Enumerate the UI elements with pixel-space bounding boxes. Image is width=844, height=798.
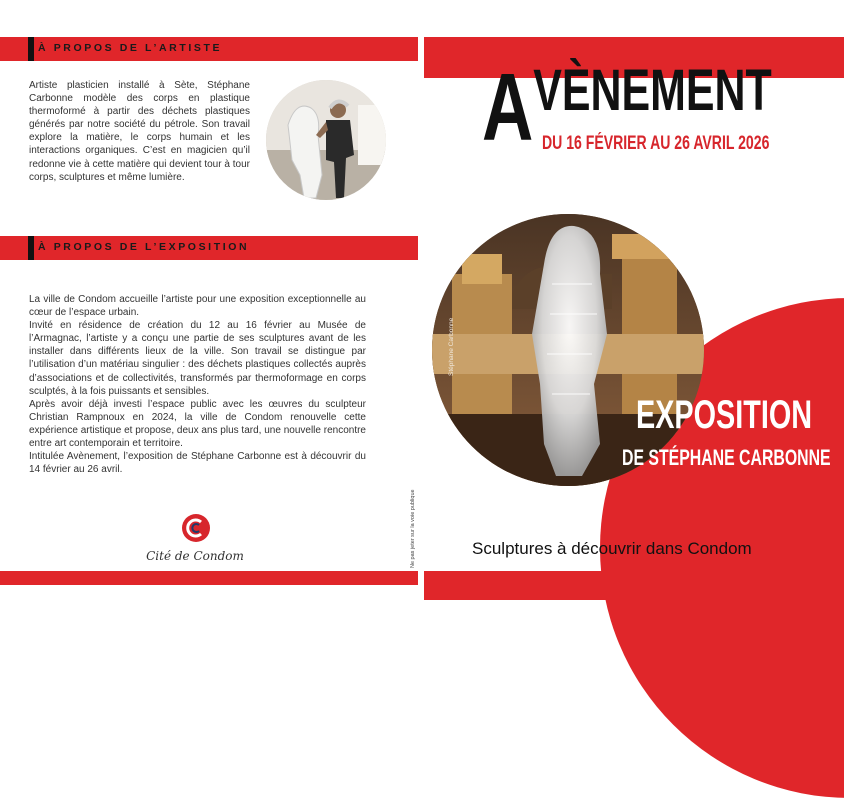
photo-credit: Stéphane Carbonne — [448, 317, 455, 376]
artist-section-heading: À PROPOS DE L’ARTISTE — [38, 42, 223, 54]
exhibition-dates: DU 16 FÉVRIER AU 26 AVRIL 2026 — [542, 133, 770, 154]
artist-photo — [266, 80, 386, 200]
left-bottom-bar — [0, 571, 418, 585]
tagline: Sculptures à découvrir dans Condom — [472, 539, 752, 558]
city-logo — [140, 513, 250, 563]
exposition-heading: EXPOSITION — [636, 393, 813, 437]
expo-paragraph: Intitulée Avènement, l’exposition de Stéphane Carbonne est à découvrir du 14 février au 26 avril. — [29, 451, 366, 476]
artist-bio: Artiste plasticien installé à Sète, Stéphane Carbonne modèle des corps en plastique thermoformé à partir des déchets plastiques générés par notre société du pétrole. Son travail explore la matière, le corps humain et les interactions organiques. C’est en magicien qu’il redonne vie à cette matière qui devient tour à tour corps, sculptures et même lumière. — [29, 80, 250, 183]
title-rest: VÈNEMENT — [533, 58, 772, 123]
expo-section-band — [0, 236, 418, 260]
expo-section-heading: À PROPOS DE L’EXPOSITION — [38, 241, 250, 253]
city-logo-text: Cité de Condom — [146, 549, 244, 563]
expo-paragraph: Invité en résidence de création du 12 au 16 février au Musée de l’Armagnac, l’artiste y a conçu une partie de ses sculptures avant de les installer dans différents lieux de la ville. Son travail se distingue par l’utilisation d’un matériau singulier : des déchets plastiques collectés auprès d’associations et de collectivités, transformés par thermoformage en corps sculptés, à la fois puissants et sensibles. — [29, 320, 366, 397]
artist-section-band — [0, 37, 418, 61]
title-initial: A — [482, 54, 534, 161]
exposition-artist: DE STÉPHANE CARBONNE — [622, 445, 831, 470]
band-marker — [28, 236, 34, 260]
disposal-note: Ne pas jeter sur la voie publique — [410, 489, 416, 568]
expo-description — [29, 293, 366, 476]
band-marker — [28, 37, 34, 61]
city-logo-mark — [181, 513, 211, 543]
right-bottom-bar — [424, 571, 844, 600]
expo-paragraph: Après avoir déjà investi l’espace public avec les œuvres du sculpteur Christian Rampnoux en 2024, la ville de Condom renouvelle cette expérience artistique et propose, deux ans plus tard, une nouvelle rencontre entre art contemporain et territoire. — [29, 398, 366, 450]
expo-paragraph: La ville de Condom accueille l’artiste pour une exposition exceptionnelle au cœur de l’espace urbain. — [29, 294, 366, 319]
